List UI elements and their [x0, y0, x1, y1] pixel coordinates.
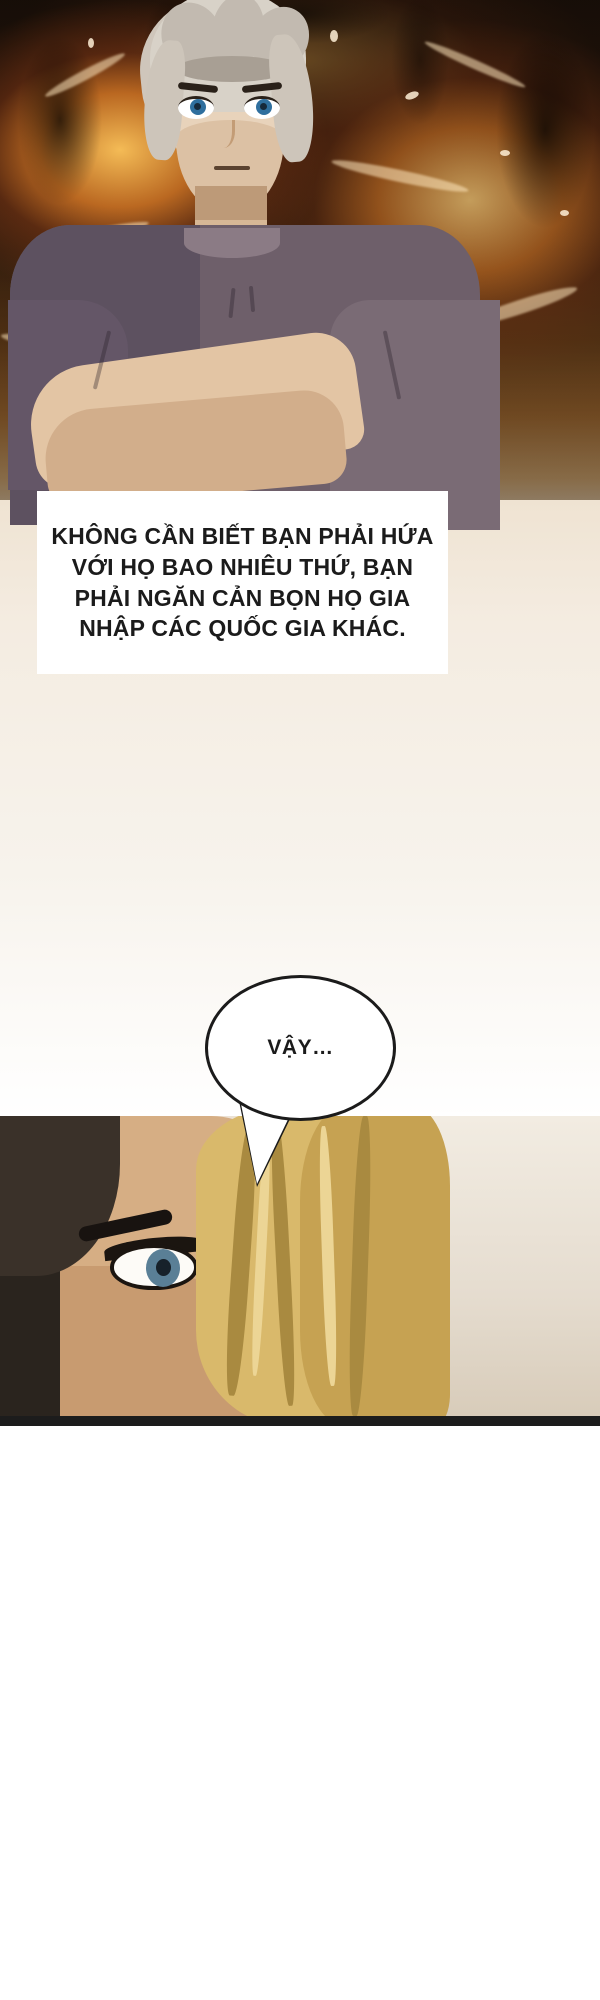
- caption-box: [37, 491, 448, 674]
- closeup-iris: [146, 1249, 180, 1287]
- iris-right: [256, 99, 272, 115]
- caption-text: KHÔNG CẦN BIẾT BẠN PHẢI HỨA VỚI HỌ BAO NHIÊU THỨ, BẠN PHẢI NGĂN CẢN BỌN HỌ GIA NHẬP CÁC QUỐC GIA KHÁC.: [51, 523, 434, 642]
- shirt-collar: [184, 228, 280, 258]
- neck-shadow: [195, 186, 267, 220]
- mouth: [214, 166, 250, 170]
- speech-bubble: [205, 975, 396, 1121]
- panel-divider: [0, 1416, 600, 1426]
- speech-bubble-text: VẬY…: [267, 1036, 334, 1059]
- iris-left: [190, 99, 206, 115]
- page-bottom-whitespace: [0, 1426, 600, 2000]
